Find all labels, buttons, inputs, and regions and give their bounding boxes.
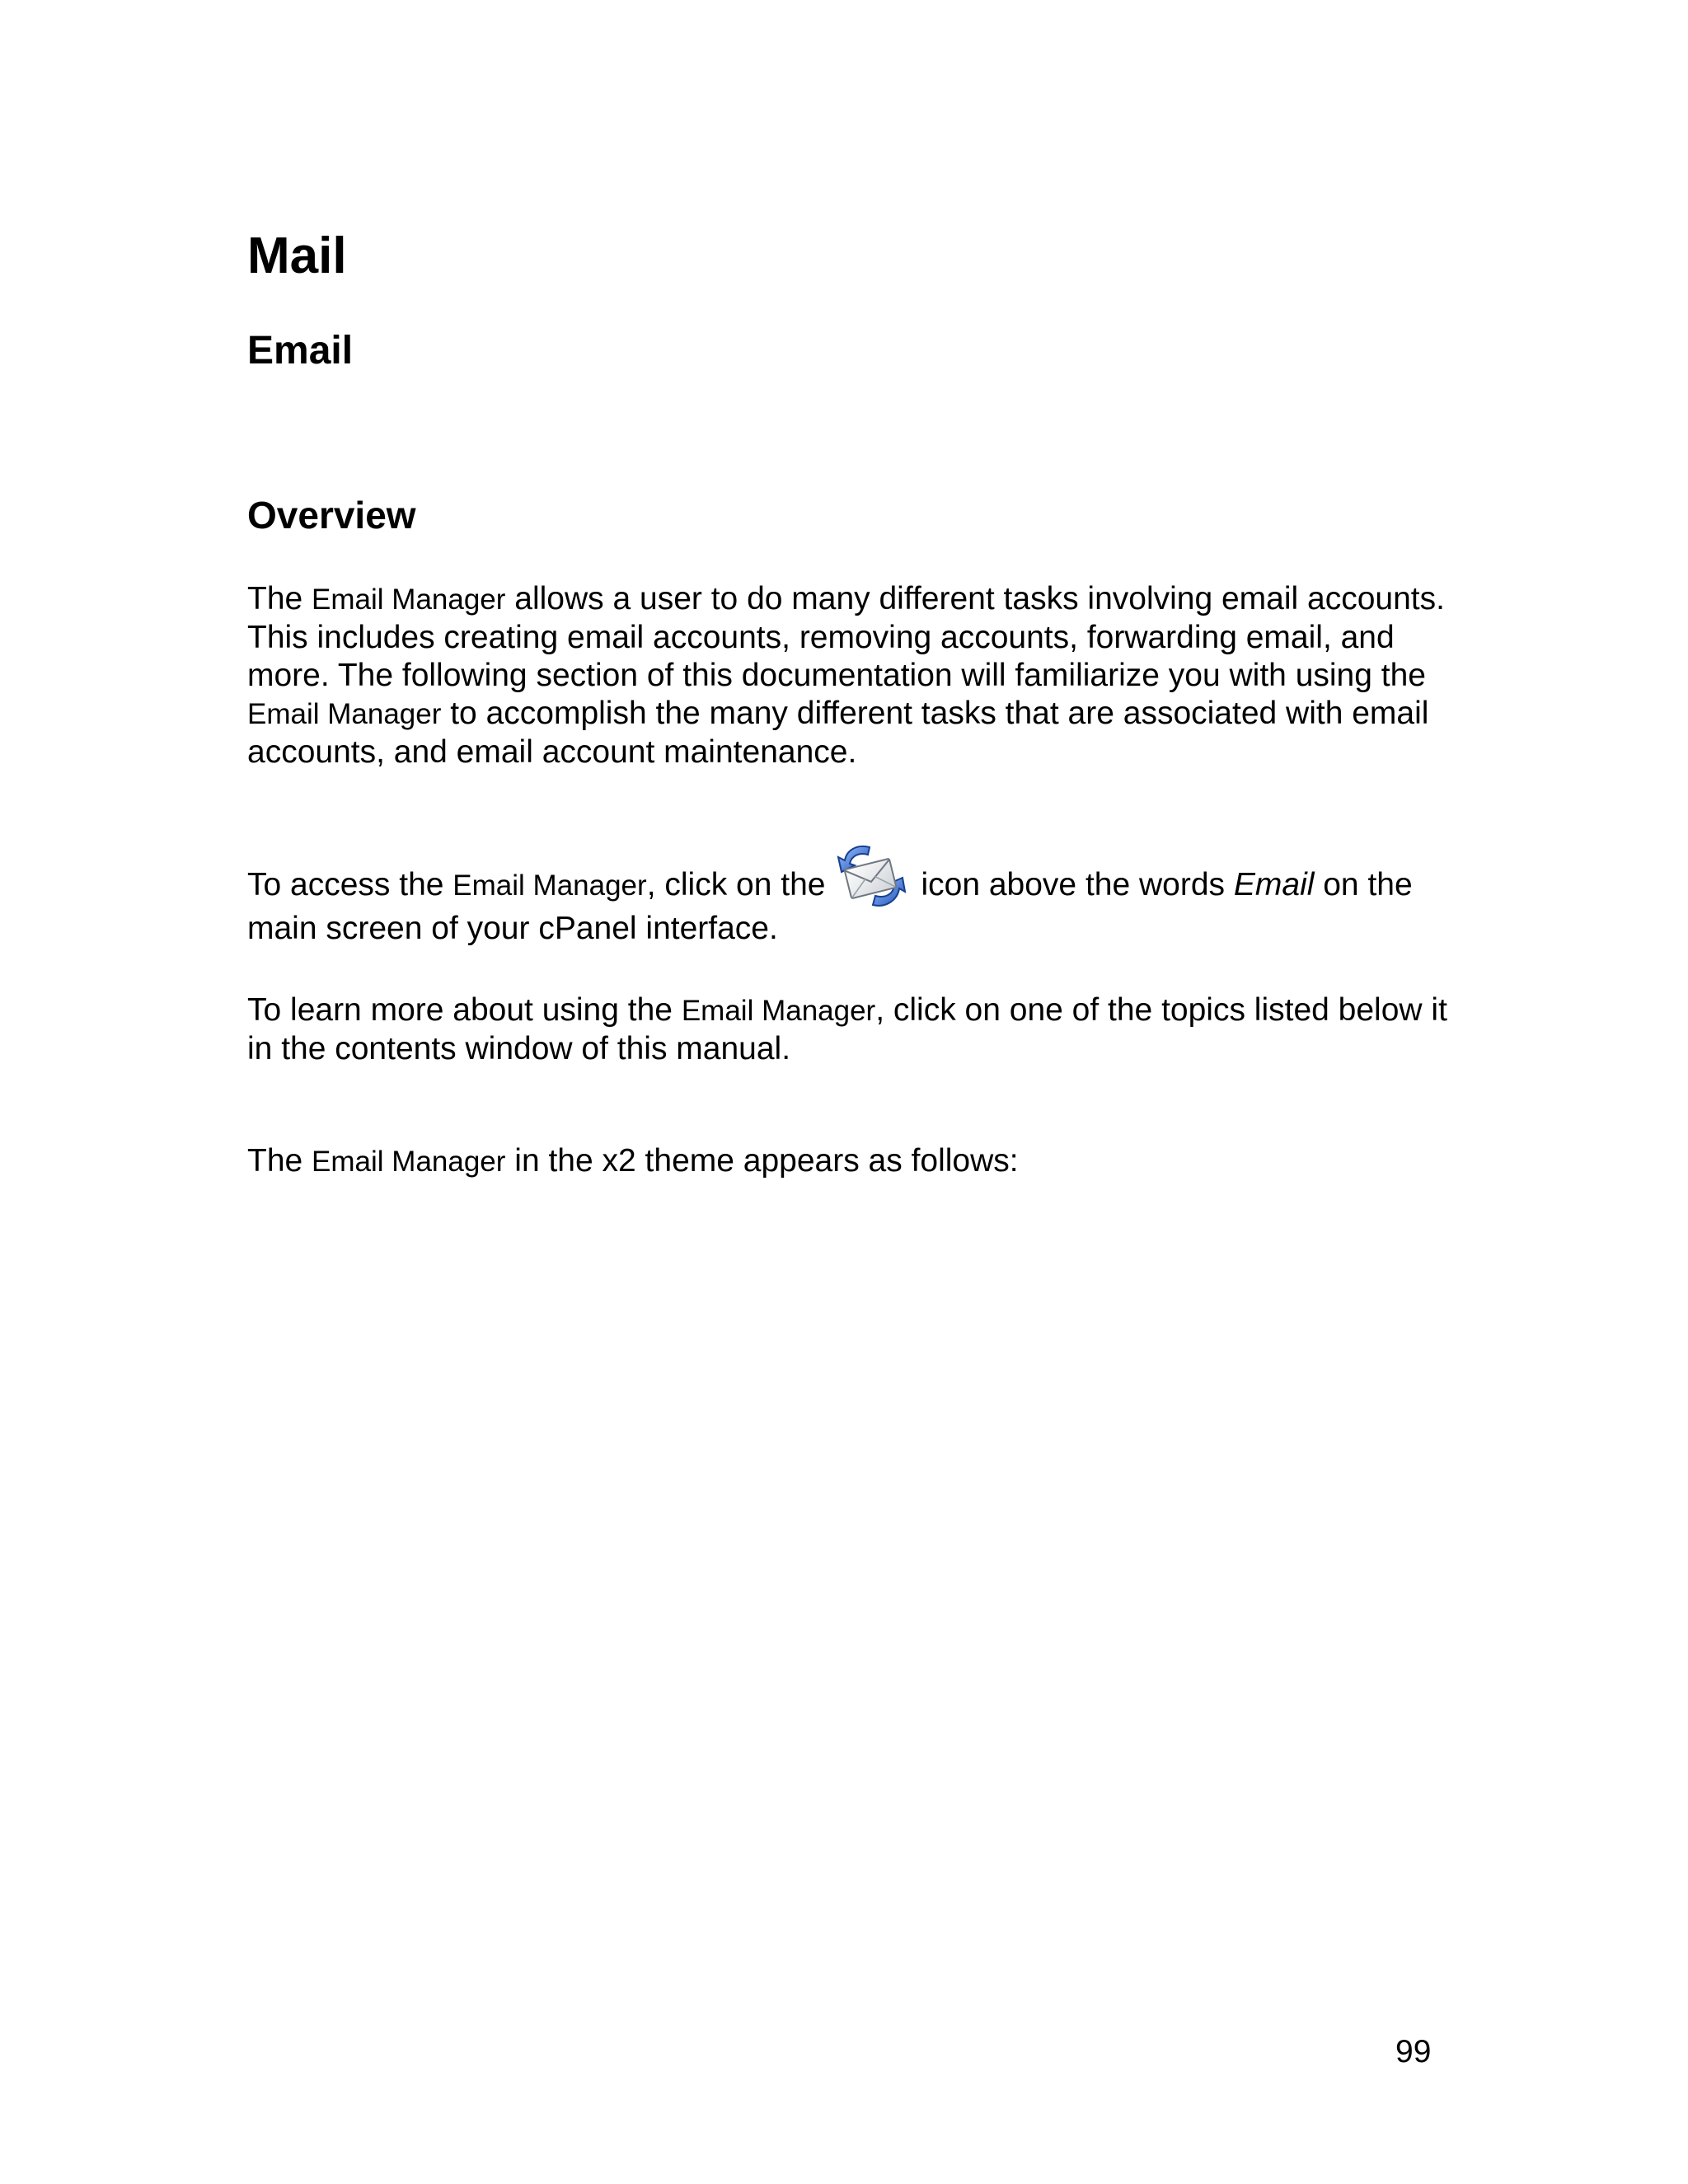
paragraph-text: icon above the words: [921, 867, 1234, 902]
paragraph-text: allows a user to do many different tasks involving email accounts. This includes creating email accounts, removing accounts, forwarding email, and more. The following section of this documentation will familiarize you with using the: [247, 581, 1445, 693]
section-title: Email: [247, 329, 354, 373]
paragraph-text: To learn more about using the: [247, 992, 682, 1028]
email-manager-icon: [833, 841, 907, 910]
access-paragraph: [247, 841, 1434, 948]
learn-more-paragraph: [247, 991, 1451, 1068]
subsection-title: Overview: [247, 494, 416, 537]
email-italic-word: Email: [1233, 867, 1315, 902]
page-title: Mail: [247, 227, 347, 284]
email-manager-term: Email Manager: [247, 698, 442, 730]
paragraph-text: to accomplish the many different tasks that are associated with email accounts, and email account maintenance.: [247, 696, 1429, 770]
paragraph-text: , click on the: [646, 867, 826, 902]
paragraph-text: The: [247, 581, 312, 616]
paragraph-text: , click on one of the topics listed below it in the contents window of this manual.: [247, 992, 1447, 1066]
email-manager-term: Email Manager: [452, 869, 647, 902]
email-manager-term: Email Manager: [312, 583, 506, 616]
overview-paragraph: [247, 580, 1451, 771]
paragraph-text: in the x2 theme appears as follows:: [505, 1143, 1019, 1179]
email-manager-term: Email Manager: [681, 995, 876, 1027]
paragraph-text: To access the: [247, 867, 453, 902]
page-number: 99: [1395, 2034, 1432, 2069]
email-manager-term: Email Manager: [312, 1146, 506, 1178]
paragraph-text: The: [247, 1143, 312, 1179]
theme-paragraph: [247, 1142, 1451, 1181]
paragraph-text: on the main screen of your cPanel interface.: [247, 867, 1413, 946]
